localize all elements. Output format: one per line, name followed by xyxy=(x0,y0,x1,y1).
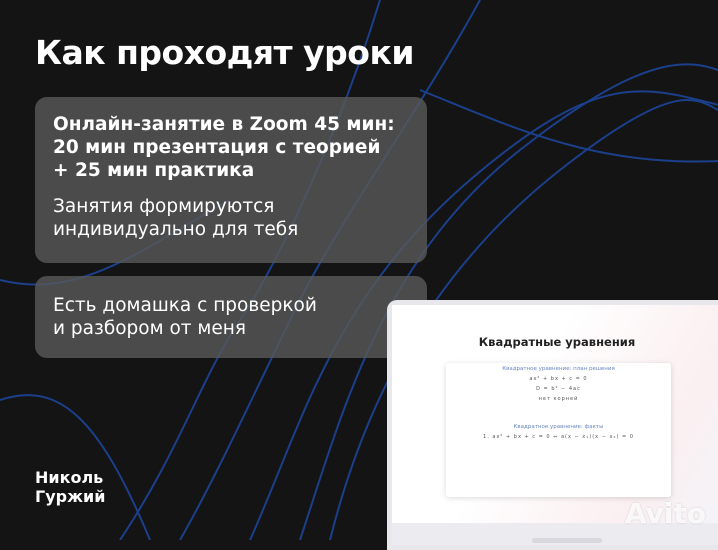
slide-title: Квадратные уравнения xyxy=(478,335,636,349)
card-text: Онлайн-занятие в Zoom 45 мин: xyxy=(53,114,395,135)
card-text: индивидуально для тебя xyxy=(53,219,299,240)
author-name xyxy=(35,468,105,506)
sheet-heading: Квадратное уравнение: план решения xyxy=(502,366,615,372)
laptop-screen xyxy=(392,305,718,523)
homework-card xyxy=(35,276,427,358)
card-text: + 25 мин практика xyxy=(53,160,255,181)
author-first-name: Николь xyxy=(35,468,104,487)
formula: нет корней xyxy=(538,396,579,402)
card-text: Есть домашка с проверкой xyxy=(53,295,317,316)
sheet-heading: Квадратное уравнение: факты xyxy=(513,424,604,430)
formula: D = b² − 4ac xyxy=(536,386,581,392)
avito-watermark: Avito xyxy=(624,497,706,530)
page-title: Как проходят уроки xyxy=(35,33,414,72)
formula: 1. ax² + bx + c = 0 ⇔ a(x − x₁)(x − x₂) = 0 xyxy=(483,434,634,440)
lesson-format-card xyxy=(35,97,427,263)
formula: ax² + bx + c = 0 xyxy=(529,376,588,382)
card-text: Занятия формируются xyxy=(53,196,275,217)
card-text: 20 мин презентация с теорией xyxy=(53,137,381,158)
author-last-name: Гуржий xyxy=(35,487,106,506)
laptop-notch xyxy=(532,538,602,543)
card-text: и разбором от меня xyxy=(53,318,246,339)
slide-sheet xyxy=(446,363,671,497)
